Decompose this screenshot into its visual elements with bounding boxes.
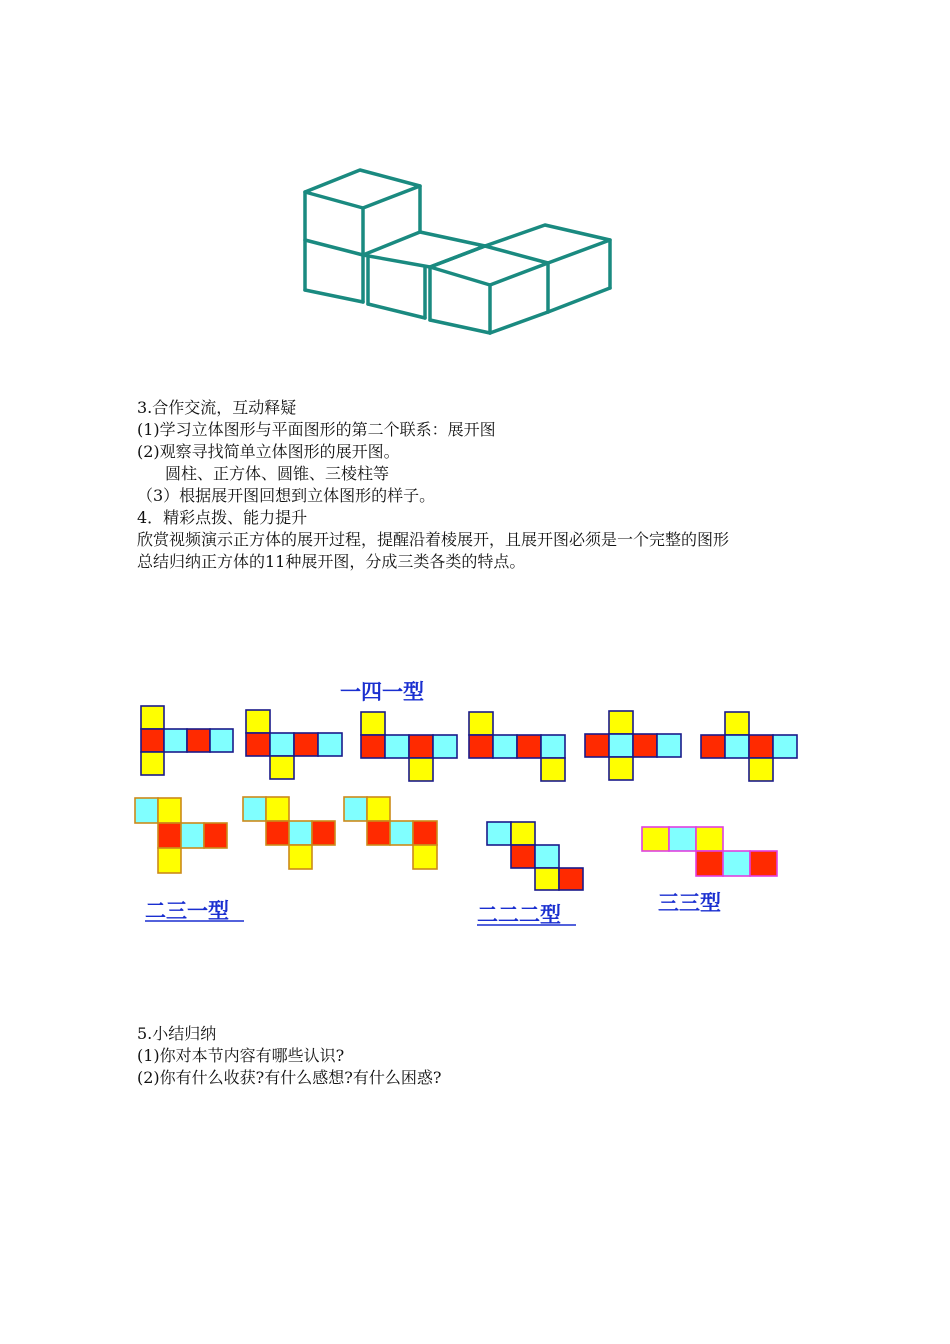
section-4-paragraph-1: 欣赏视频演示正方体的展开过程，提醒沿着棱展开，且展开图必须是一个完整的图形 [137,530,730,549]
section-4-heading: 4．精彩点拨、能力提升 [137,508,308,527]
section-3-item-1: (1)学习立体图形与平面图形的第二个联系：展开图 [137,420,496,439]
cube-nets-figure [130,670,820,940]
net-141-4 [469,712,565,781]
net-141-3 [361,712,457,781]
section-5-item-2: (2)你有什么收获?有什么感想?有什么困惑? [137,1068,442,1087]
section-3-item-3: （3）根据展开图回想到立体图形的样子。 [137,486,436,505]
cube-assembly-figure [290,160,630,345]
net-222 [487,822,583,890]
section-4-paragraph-2: 总结归纳正方体的11种展开图，分成三类各类的特点。 [137,552,526,571]
label-type-33: 三三型 [658,891,721,915]
section-3-heading: 3.合作交流，互动释疑 [137,398,297,417]
summary-block [137,1023,441,1089]
label-type-141: 一四一型 [340,680,424,704]
net-231-2 [243,797,335,869]
net-141-1 [141,706,233,775]
net-231-3 [344,797,437,869]
net-141-2 [246,710,342,779]
net-141-5 [585,711,681,780]
net-141-6 [701,712,797,781]
net-33 [642,827,777,876]
section-5-item-1: (1)你对本节内容有哪些认识? [137,1046,345,1065]
section-5-heading: 5.小结归纳 [137,1024,217,1043]
section-3-examples: 圆柱、正方体、圆锥、三棱柱等 [165,464,390,483]
label-type-231: 二三一型 [145,899,229,923]
section-3-item-2: (2)观察寻找简单立体图形的展开图。 [137,442,400,461]
label-type-222: 二二二型 [477,903,561,927]
net-231-1 [135,798,227,873]
lesson-steps-block [137,397,729,573]
